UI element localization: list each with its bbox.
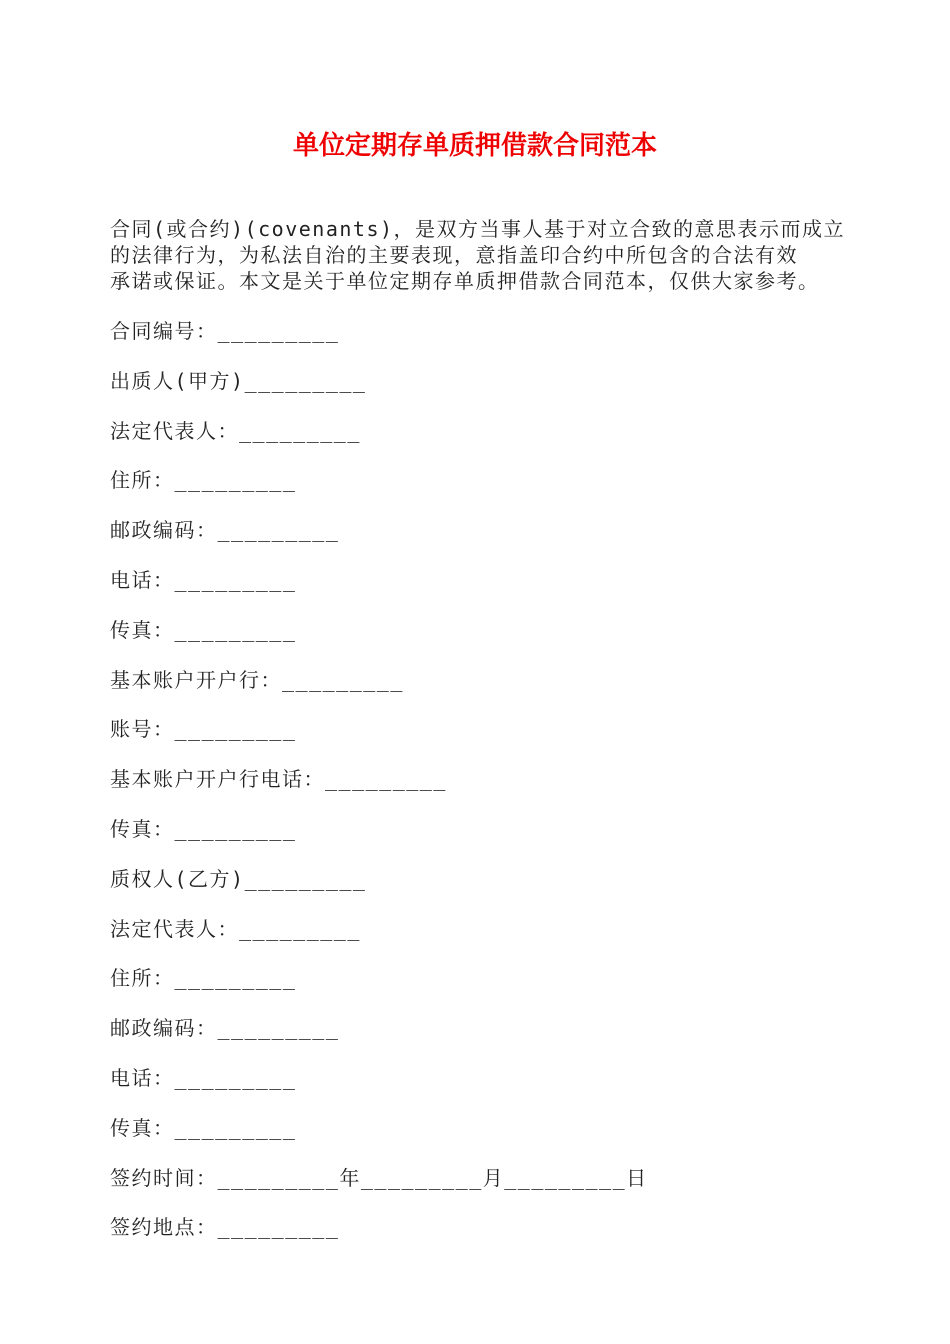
intro-line: 的法律行为，为私法自治的主要表现，意指盖印合约中所包含的合法有效 xyxy=(110,243,798,267)
field-signing-date: 签约时间：_________年_________月_________日 xyxy=(110,1165,648,1190)
field-fax-bank: 传真：_________ xyxy=(110,816,297,841)
contract-field-list xyxy=(110,318,845,1264)
intro-paragraph xyxy=(110,216,845,294)
document-title: 单位定期存单质押借款合同范本 xyxy=(292,131,657,161)
field-pledgee-party-b: 质权人(乙方)_________ xyxy=(110,866,367,891)
field-account-number: 账号：_________ xyxy=(110,717,297,742)
field-legal-representative-b: 法定代表人：_________ xyxy=(110,916,361,941)
field-postal-code-b: 邮政编码：_________ xyxy=(110,1016,340,1041)
field-phone-a: 电话：_________ xyxy=(110,567,297,592)
field-address-b: 住所：_________ xyxy=(110,966,297,991)
field-legal-representative-a: 法定代表人：_________ xyxy=(110,418,361,443)
field-pledgor-party-a: 出质人(甲方)_________ xyxy=(110,368,367,393)
field-basic-account-bank: 基本账户开户行：_________ xyxy=(110,667,404,692)
field-contract-number: 合同编号：_________ xyxy=(110,319,340,343)
field-address-a: 住所：_________ xyxy=(110,468,297,493)
intro-line: 合同(或合约)(covenants)，是双方当事人基于对立合致的意思表示而成立 xyxy=(110,217,846,241)
field-fax-b: 传真：_________ xyxy=(110,1115,297,1140)
field-basic-account-bank-phone: 基本账户开户行电话：_________ xyxy=(110,767,447,792)
field-signing-place: 签约地点：_________ xyxy=(110,1215,340,1240)
field-phone-b: 电话：_________ xyxy=(110,1065,297,1090)
field-fax-a: 传真：_________ xyxy=(110,617,297,642)
field-postal-code-a: 邮政编码：_________ xyxy=(110,518,340,543)
intro-line: 承诺或保证。本文是关于单位定期存单质押借款合同范本，仅供大家参考。 xyxy=(110,269,820,293)
